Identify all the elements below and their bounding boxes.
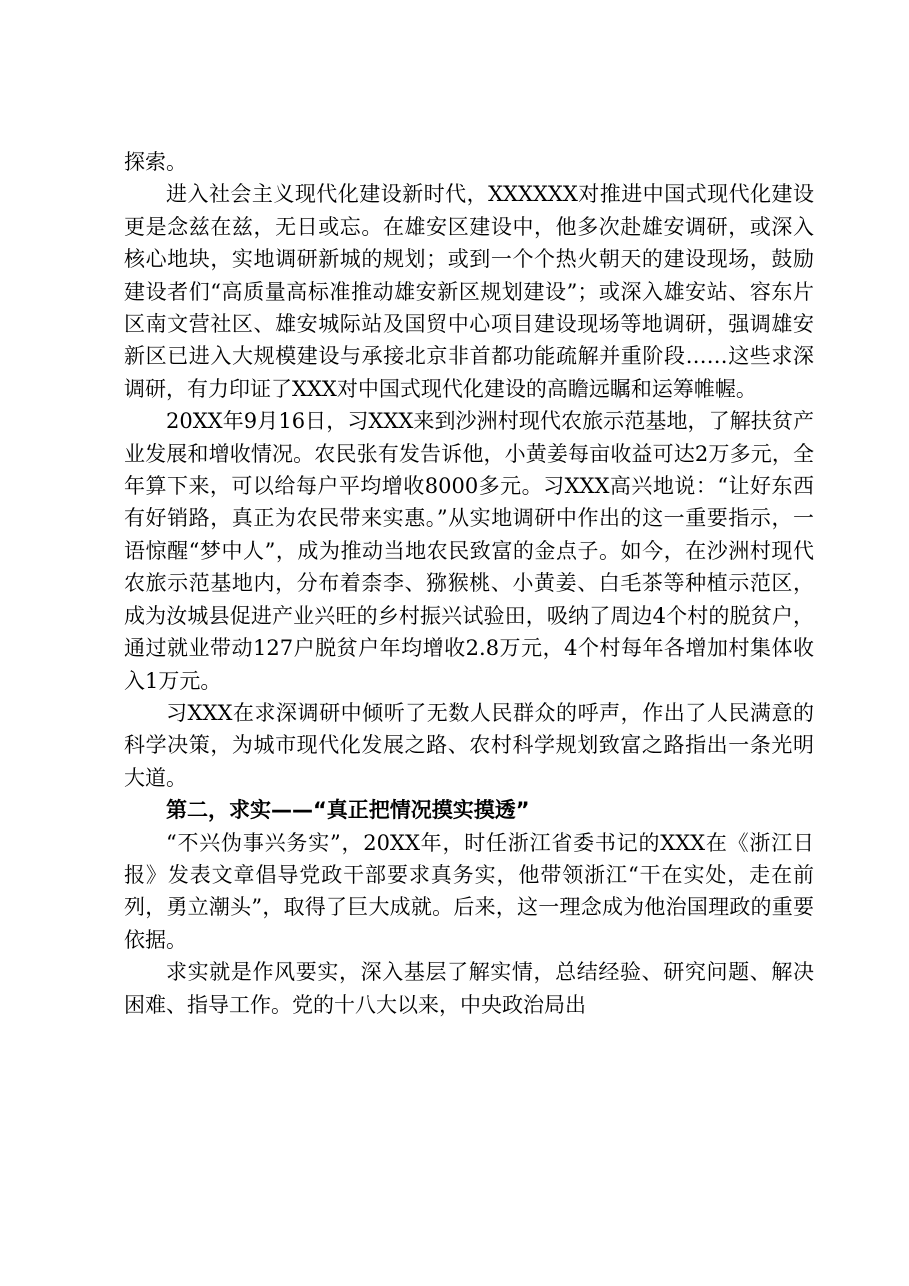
paragraph-seek-truth: 求实就是作风要实，深入基层了解实情，总结经验、研究问题、解决困难、指导工作。党的十八大以来，中央政治局出 <box>124 960 814 1017</box>
paragraph-summary: 习XXX在求深调研中倾听了无数人民群众的呼声，作出了人民满意的科学决策，为城市现代化发展之路、农村科学规划致富之路指出一条光明大道。 <box>124 700 814 790</box>
paragraph-zhejiang: “不兴伪事兴务实”，20XX年，时任浙江省委书记的XXX在《浙江日报》发表文章倡导党政干部要求真务实，他带领浙江“干在实处，走在前列，勇立潮头”，取得了巨大成就。后来，这一理念成为他治国理政的重要依据。 <box>124 830 814 952</box>
paragraph-continuation: 探索。 <box>124 150 187 174</box>
paragraph-xiongan: 进入社会主义现代化建设新时代，XXXXXX对推进中国式现代化建设更是念兹在兹，无日或忘。在雄安区建设中，他多次赴雄安调研，或深入核心地块，实地调研新城的规划；或到一个个热火朝天的建设现场，鼓励建设者们“高质量高标准推动雄安新区规划建设”；或深入雄安站、容东片区南文营社区、雄安城际站及国贸中心项目建设现场等地调研，强调雄安新区已进入大规模建设与承接北京非首都功能疏解并重阶段……这些求深调研，有力印证了XXX对中国式现代化建设的高瞻远瞩和运筹帷幄。 <box>124 182 814 401</box>
section-heading: 第二，求实——“真正把情况摸实摸透” <box>166 798 530 823</box>
document-body <box>124 146 814 1021</box>
paragraph-shazhou-village: 20XX年9月16日，习XXX来到沙洲村现代农旅示范基地，了解扶贫产业发展和增收情况。农民张有发告诉他，小黄姜每亩收益可达2万多元，全年算下来，可以给每户平均增收8000多元。习XXX高兴地说：“让好东西有好销路，真正为农民带来实惠。”从实地调研中作出的这一重要指示，一语惊醒“梦中人”，成为推动当地农民致富的金点子。如今，在沙洲村现代农旅示范基地内，分布着柰李、猕猴桃、小黄姜、白毛茶等种植示范区，成为汝城县促进产业兴旺的乡村振兴试验田，吸纳了周边4个村的脱贫户，通过就业带动127户脱贫户年均增收2.8万元，4个村每年各增加村集体收入1万元。 <box>124 409 814 693</box>
